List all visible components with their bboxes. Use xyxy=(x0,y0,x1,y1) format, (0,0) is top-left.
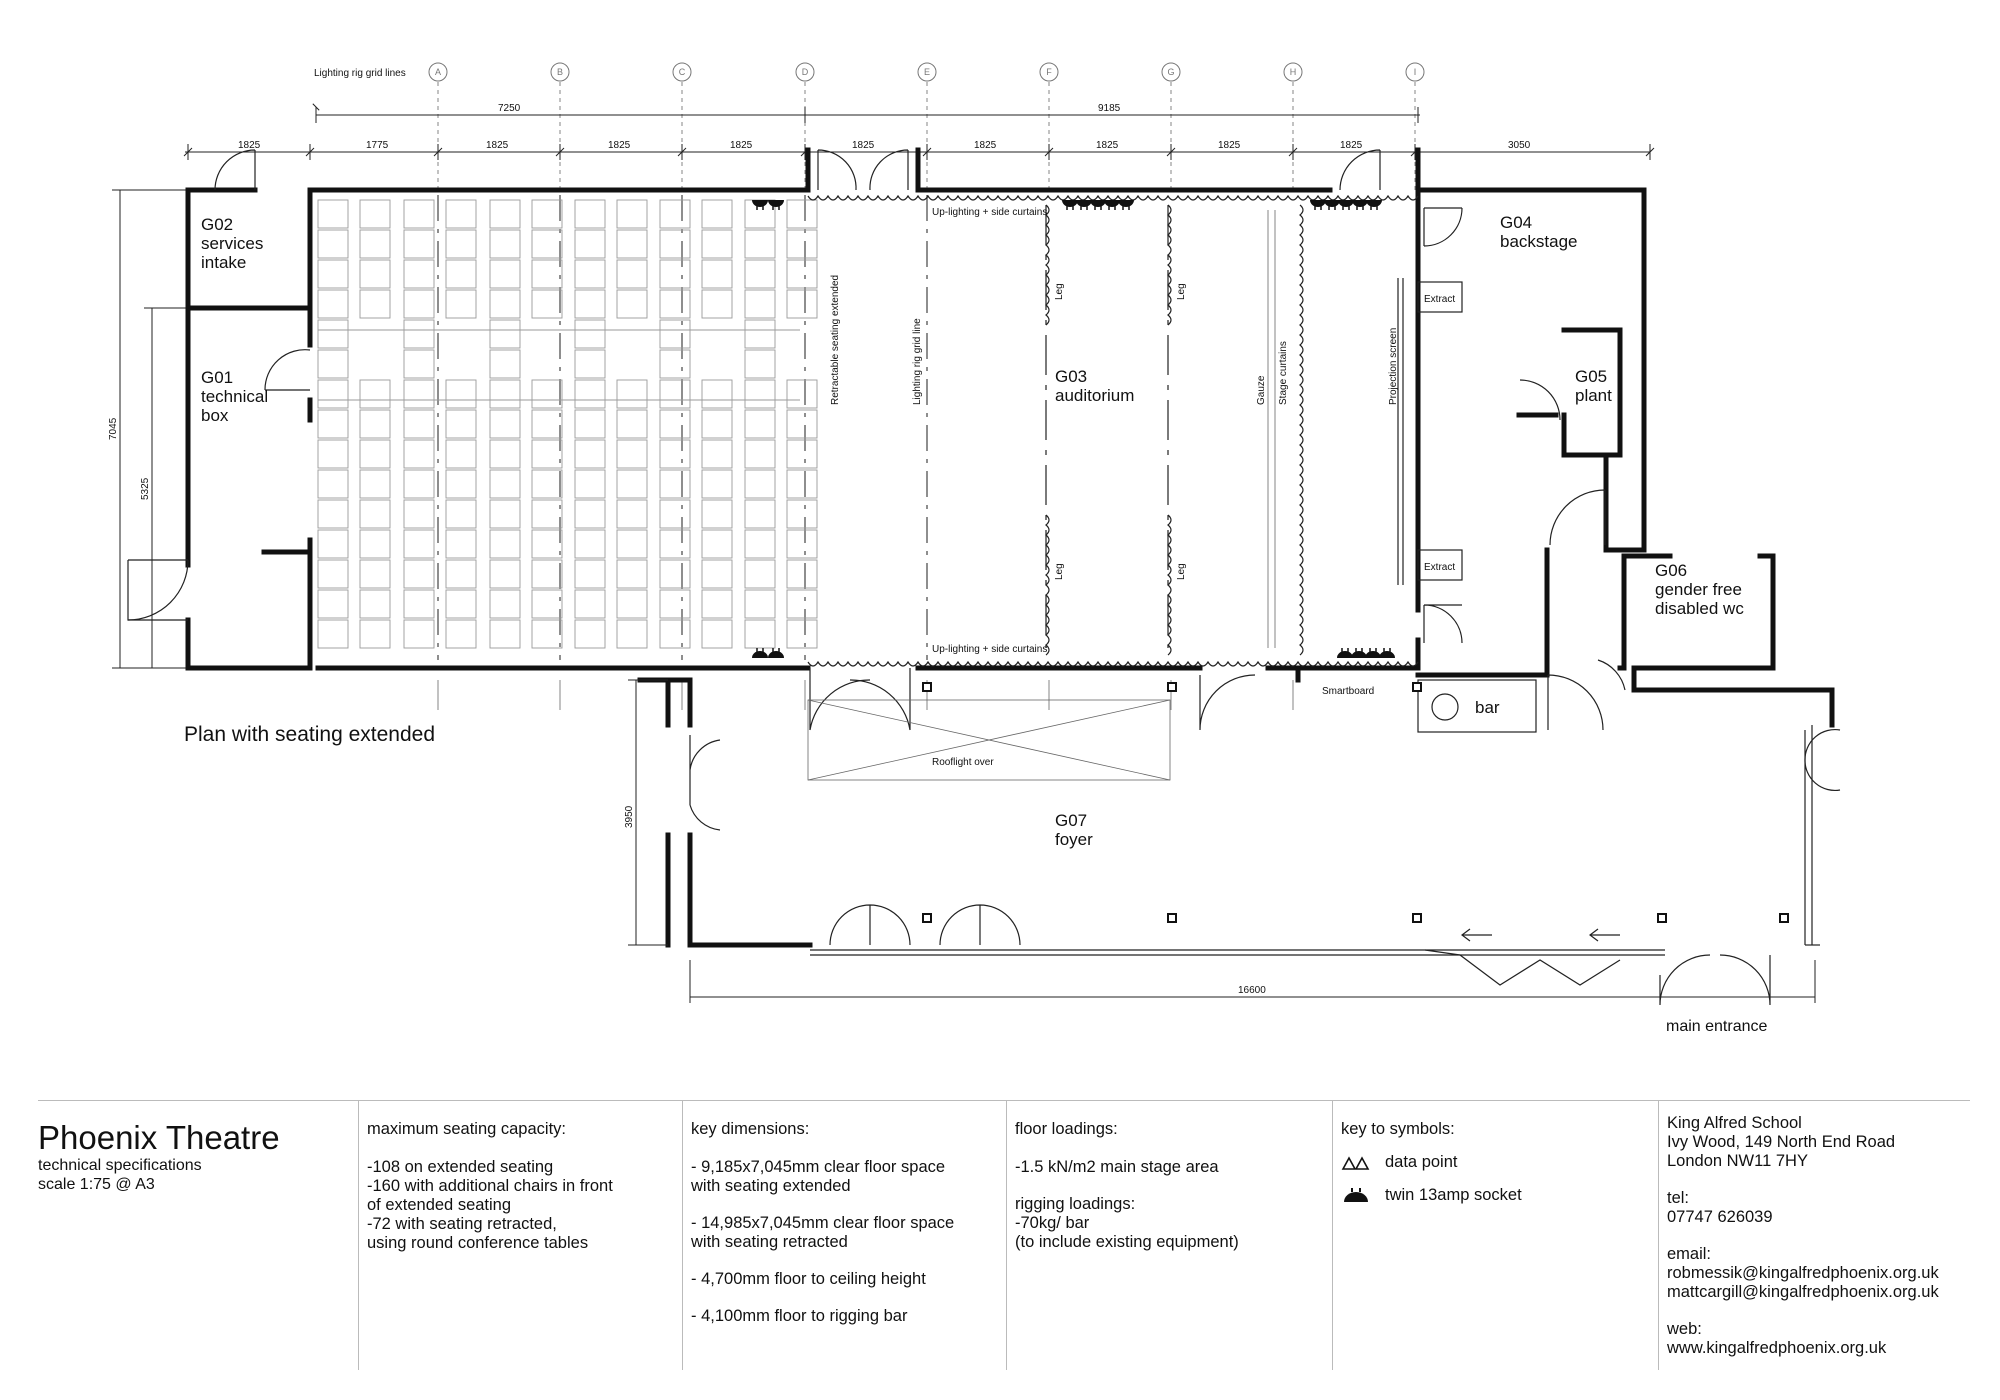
seat xyxy=(360,410,390,438)
seat xyxy=(318,500,348,528)
key-socket-label: twin 13amp socket xyxy=(1385,1186,1522,1204)
seat xyxy=(532,410,562,438)
seat xyxy=(617,230,647,258)
socket-symbol xyxy=(1337,648,1353,658)
extract-units xyxy=(1418,282,1462,580)
seat xyxy=(360,560,390,588)
leg-label-2: Leg xyxy=(1176,283,1187,300)
dims-item-3: - 4,100mm floor to rigging bar xyxy=(691,1307,908,1325)
seat xyxy=(446,290,476,318)
seat xyxy=(360,590,390,618)
seat xyxy=(360,620,390,648)
columns xyxy=(923,683,1788,922)
seat xyxy=(575,410,605,438)
seat xyxy=(318,290,348,318)
floor-body: -1.5 kN/m2 main stage area xyxy=(1015,1158,1219,1176)
dims-heading: key dimensions: xyxy=(691,1120,810,1138)
dim-top-3: 1825 xyxy=(608,140,631,151)
uplighting-bottom-label: Up-lighting + side curtains xyxy=(932,644,1048,655)
dim-top-9: 1825 xyxy=(1340,140,1363,151)
seat xyxy=(532,260,562,288)
seat xyxy=(617,440,647,468)
seat xyxy=(787,290,817,318)
seat xyxy=(787,590,817,618)
grid-bubble-F xyxy=(1040,63,1058,81)
grid-bubble-A xyxy=(429,63,447,81)
doors xyxy=(128,150,1840,1005)
dim-top-6: 1825 xyxy=(974,140,997,151)
room-g03: G03 auditorium xyxy=(1055,367,1135,405)
seat xyxy=(318,470,348,498)
seat xyxy=(787,230,817,258)
web-link[interactable]: www.kingalfredphoenix.org.uk xyxy=(1667,1339,1887,1357)
dim-top-0: 1825 xyxy=(238,140,261,151)
seat xyxy=(360,500,390,528)
seat xyxy=(404,440,434,468)
seat xyxy=(745,380,775,408)
dim-top-5: 1825 xyxy=(852,140,875,151)
grid-bubble-D xyxy=(796,63,814,81)
key-dimensions xyxy=(683,1100,1003,1370)
seat xyxy=(745,290,775,318)
seat xyxy=(787,500,817,528)
seat xyxy=(660,590,690,618)
dim-bottom-16600: 16600 xyxy=(1238,985,1266,996)
seat xyxy=(660,560,690,588)
foyer-outline xyxy=(808,680,1820,955)
room-g01: G01 technical box xyxy=(201,368,269,425)
seat xyxy=(702,200,732,228)
seat xyxy=(617,500,647,528)
seat xyxy=(490,440,520,468)
seat xyxy=(404,350,434,378)
seat xyxy=(318,350,348,378)
seat xyxy=(532,590,562,618)
seat xyxy=(318,530,348,558)
seat xyxy=(446,560,476,588)
seat xyxy=(318,260,348,288)
retractable-seating-label: Retractable seating extended xyxy=(830,274,841,405)
seat xyxy=(787,470,817,498)
seat xyxy=(702,440,732,468)
room-g04: G04 backstage xyxy=(1500,213,1578,251)
seat xyxy=(660,230,690,258)
grid-bubble-C xyxy=(673,63,691,81)
seat xyxy=(575,200,605,228)
seat xyxy=(660,380,690,408)
seat xyxy=(490,290,520,318)
seat xyxy=(660,290,690,318)
seat xyxy=(660,350,690,378)
seat xyxy=(575,620,605,648)
gauze-label: Gauze xyxy=(1256,375,1267,405)
seating-body: -108 on extended seating -160 with additional chairs in front of extended seating -72 with seating retracted, using round conference tables xyxy=(367,1158,613,1252)
smartboard-label: Smartboard xyxy=(1322,686,1375,697)
seat xyxy=(575,320,605,348)
grid-bubble-B xyxy=(551,63,569,81)
seat xyxy=(404,320,434,348)
seat xyxy=(318,230,348,258)
seat xyxy=(446,380,476,408)
seat xyxy=(617,560,647,588)
seat xyxy=(360,380,390,408)
svg-text:B: B xyxy=(556,67,564,77)
seat xyxy=(318,200,348,228)
uplighting-top-label: Up-lighting + side curtains xyxy=(932,207,1048,218)
seat xyxy=(660,410,690,438)
main-entrance-label: main entrance xyxy=(1666,1018,1768,1035)
seat xyxy=(660,620,690,648)
seat xyxy=(490,380,520,408)
svg-text:I: I xyxy=(1413,67,1417,77)
curtain-zigzag xyxy=(808,662,1418,666)
socket-symbol xyxy=(1090,200,1106,210)
seat xyxy=(745,560,775,588)
dim-top-4: 1825 xyxy=(730,140,753,151)
seat xyxy=(532,290,562,318)
seat xyxy=(404,590,434,618)
extract-label-bottom: Extract xyxy=(1424,562,1456,573)
socket-symbol xyxy=(1104,200,1120,210)
seat xyxy=(702,560,732,588)
dim-overall-left: 7250 xyxy=(498,103,521,114)
dim-top-1: 1775 xyxy=(366,140,389,151)
seat xyxy=(575,290,605,318)
seat xyxy=(575,260,605,288)
seat xyxy=(360,260,390,288)
seat xyxy=(318,440,348,468)
seat xyxy=(490,410,520,438)
seat xyxy=(360,230,390,258)
seat xyxy=(575,380,605,408)
seat xyxy=(660,260,690,288)
side-curtains xyxy=(808,196,1418,666)
stage-lines xyxy=(1046,205,1403,648)
grid-bubble-G xyxy=(1162,63,1180,81)
web-label: web: xyxy=(1667,1320,1702,1338)
rig-grid-line-label: Lighting rig grid line xyxy=(912,318,923,405)
rigging-heading: rigging loadings: xyxy=(1015,1195,1136,1213)
seat xyxy=(360,290,390,318)
seat xyxy=(787,380,817,408)
seat xyxy=(745,590,775,618)
seat xyxy=(404,410,434,438)
seat xyxy=(490,500,520,528)
socket-symbol xyxy=(768,648,784,658)
seat xyxy=(446,500,476,528)
seat xyxy=(617,380,647,408)
seat xyxy=(575,440,605,468)
seat xyxy=(575,230,605,258)
grid-header-label: Lighting rig grid lines xyxy=(314,68,406,79)
seat xyxy=(404,470,434,498)
seat xyxy=(404,500,434,528)
seat xyxy=(404,290,434,318)
seat xyxy=(490,200,520,228)
seat xyxy=(318,560,348,588)
leg-label-1: Leg xyxy=(1054,283,1065,300)
seat xyxy=(787,560,817,588)
seat xyxy=(617,410,647,438)
seat xyxy=(745,470,775,498)
seat xyxy=(318,410,348,438)
seat xyxy=(360,200,390,228)
floor-heading: floor loadings: xyxy=(1015,1120,1118,1138)
seat xyxy=(490,560,520,588)
seat xyxy=(660,500,690,528)
seat xyxy=(446,230,476,258)
seat xyxy=(702,410,732,438)
tel-label: tel: xyxy=(1667,1189,1690,1207)
seat xyxy=(745,230,775,258)
retractable-seating xyxy=(318,200,817,648)
rigging-body: -70kg/ bar (to include existing equipment) xyxy=(1015,1214,1239,1251)
seat xyxy=(575,350,605,378)
room-g05: G05 plant xyxy=(1575,367,1612,405)
stage-curtains-label: Stage curtains xyxy=(1278,341,1289,405)
seat xyxy=(745,500,775,528)
seat xyxy=(446,590,476,618)
seat xyxy=(617,200,647,228)
loadings xyxy=(1007,1100,1327,1370)
socket-symbol xyxy=(1366,200,1382,210)
dim-left-5325: 5325 xyxy=(140,477,151,500)
key-heading: key to symbols: xyxy=(1341,1120,1455,1138)
email-addresses[interactable]: robmessik@kingalfredphoenix.org.uk mattcargill@kingalfredphoenix.org.uk xyxy=(1667,1264,1939,1301)
socket-icon xyxy=(1341,1188,1371,1204)
seating-heading: maximum seating capacity: xyxy=(367,1120,566,1138)
seat xyxy=(404,620,434,648)
rig-grid-lines xyxy=(438,82,1415,710)
seat xyxy=(745,260,775,288)
dim-left-7045: 7045 xyxy=(108,417,119,440)
socket-symbol xyxy=(1076,200,1092,210)
seat xyxy=(702,500,732,528)
dim-top-7: 1825 xyxy=(1096,140,1119,151)
seat xyxy=(532,200,562,228)
seat xyxy=(575,530,605,558)
contact-address: King Alfred School Ivy Wood, 149 North End Road London NW11 7HY xyxy=(1667,1114,1896,1170)
tel-number[interactable]: 07747 626039 xyxy=(1667,1208,1773,1226)
walls xyxy=(188,150,1832,945)
seat xyxy=(532,380,562,408)
socket-symbol xyxy=(1365,648,1381,658)
seat xyxy=(532,440,562,468)
seat xyxy=(532,500,562,528)
key-data-point xyxy=(1341,1153,1653,1172)
dims-item-1: - 14,985x7,045mm clear floor space with seating retracted xyxy=(691,1214,955,1251)
seat xyxy=(318,380,348,408)
seat xyxy=(617,530,647,558)
dim-top-8: 1825 xyxy=(1218,140,1241,151)
seat xyxy=(490,590,520,618)
seat xyxy=(404,560,434,588)
leg-label-3: Leg xyxy=(1054,563,1065,580)
svg-text:A: A xyxy=(434,67,442,77)
seat xyxy=(660,440,690,468)
leg-zigzag xyxy=(1300,205,1303,655)
room-g02: G02 services intake xyxy=(201,215,264,272)
seat xyxy=(404,380,434,408)
seat xyxy=(360,470,390,498)
svg-text:H: H xyxy=(1289,67,1297,77)
seat xyxy=(617,290,647,318)
leg-label-4: Leg xyxy=(1176,563,1187,580)
data-point-icon xyxy=(1341,1155,1371,1171)
socket-symbol xyxy=(752,200,768,210)
seat xyxy=(318,620,348,648)
room-g07: G07 foyer xyxy=(1055,811,1093,849)
seat xyxy=(745,530,775,558)
key-data-point-label: data point xyxy=(1385,1153,1458,1171)
seat xyxy=(404,230,434,258)
socket-symbol xyxy=(1352,200,1368,210)
grid-bubble-E xyxy=(918,63,936,81)
seat xyxy=(446,470,476,498)
seat xyxy=(702,620,732,648)
seat xyxy=(660,530,690,558)
seat xyxy=(702,290,732,318)
seat xyxy=(318,320,348,348)
seat xyxy=(446,620,476,648)
extract-label-top: Extract xyxy=(1424,294,1456,305)
seat xyxy=(787,620,817,648)
seat xyxy=(490,530,520,558)
seat xyxy=(532,230,562,258)
seat xyxy=(617,470,647,498)
socket-symbol xyxy=(752,648,768,658)
seat xyxy=(745,410,775,438)
seat xyxy=(575,500,605,528)
seat xyxy=(702,590,732,618)
bar-label: bar xyxy=(1475,698,1500,717)
seat xyxy=(575,560,605,588)
seat xyxy=(745,320,775,348)
seat xyxy=(404,260,434,288)
dim-top-2: 1825 xyxy=(486,140,509,151)
seat xyxy=(787,530,817,558)
seat xyxy=(660,470,690,498)
seat xyxy=(702,470,732,498)
seat xyxy=(490,320,520,348)
seat xyxy=(446,200,476,228)
dims-item-0: - 9,185x7,045mm clear floor space with seating extended xyxy=(691,1158,946,1195)
seat xyxy=(490,470,520,498)
seat xyxy=(575,590,605,618)
seat xyxy=(360,530,390,558)
contact-block xyxy=(1659,1100,1979,1370)
seat xyxy=(745,350,775,378)
seat xyxy=(787,440,817,468)
socket-symbol xyxy=(768,200,784,210)
seat xyxy=(490,230,520,258)
seat xyxy=(490,620,520,648)
seat xyxy=(446,410,476,438)
seat xyxy=(702,530,732,558)
svg-text:C: C xyxy=(678,67,686,77)
grid-bubble-H xyxy=(1284,63,1302,81)
seat xyxy=(490,350,520,378)
seat xyxy=(660,200,690,228)
left-dimensions xyxy=(108,190,196,668)
projection-screen-label: Projection screen xyxy=(1388,327,1399,405)
dim-overall-right: 9185 xyxy=(1098,103,1121,114)
seat xyxy=(532,470,562,498)
seat xyxy=(532,620,562,648)
symbol-key xyxy=(1333,1100,1653,1370)
seat xyxy=(787,200,817,228)
socket-symbol xyxy=(1379,648,1395,658)
svg-text:E: E xyxy=(923,67,931,77)
svg-text:G: G xyxy=(1167,67,1175,77)
rooflight-label: Rooflight over xyxy=(932,757,994,768)
email-label: email: xyxy=(1667,1245,1712,1263)
socket-symbol xyxy=(1351,648,1367,658)
room-g06: G06 gender free disabled wc xyxy=(1655,561,1744,618)
socket-symbol xyxy=(1310,200,1326,210)
svg-text:D: D xyxy=(801,67,809,77)
key-socket xyxy=(1341,1186,1653,1205)
seat xyxy=(532,530,562,558)
title-block xyxy=(30,1100,360,1370)
seat xyxy=(787,260,817,288)
seating-capacity xyxy=(359,1100,679,1370)
theatre-title: Phoenix Theatre xyxy=(38,1119,280,1156)
seat xyxy=(787,410,817,438)
grid-bubbles xyxy=(429,63,1424,81)
seat xyxy=(702,230,732,258)
svg-text:F: F xyxy=(1046,67,1052,77)
seat xyxy=(404,530,434,558)
socket-symbol xyxy=(1324,200,1340,210)
socket-symbol xyxy=(1338,200,1354,210)
socket-symbol xyxy=(1062,200,1078,210)
seat xyxy=(617,620,647,648)
dim-top-10: 3050 xyxy=(1508,140,1531,151)
seat xyxy=(617,590,647,618)
seat xyxy=(617,260,647,288)
socket-symbols xyxy=(752,200,1395,658)
seat xyxy=(490,260,520,288)
seat xyxy=(446,260,476,288)
seat xyxy=(660,320,690,348)
socket-symbol xyxy=(1118,200,1134,210)
theatre-subtitle: technical specifications scale 1:75 @ A3 xyxy=(38,1157,202,1193)
seat xyxy=(702,380,732,408)
seat xyxy=(360,440,390,468)
seat xyxy=(446,530,476,558)
grid-bubble-I xyxy=(1406,63,1424,81)
curtain-zigzag xyxy=(808,196,1418,200)
dims-item-2: - 4,700mm floor to ceiling height xyxy=(691,1270,926,1288)
seat xyxy=(318,590,348,618)
seat xyxy=(404,200,434,228)
seat xyxy=(575,470,605,498)
plan-title: Plan with seating extended xyxy=(184,723,436,746)
seat xyxy=(532,560,562,588)
dim-foyer-3950: 3950 xyxy=(624,805,635,828)
seat xyxy=(745,440,775,468)
seat xyxy=(745,620,775,648)
seat xyxy=(446,440,476,468)
seat xyxy=(702,260,732,288)
